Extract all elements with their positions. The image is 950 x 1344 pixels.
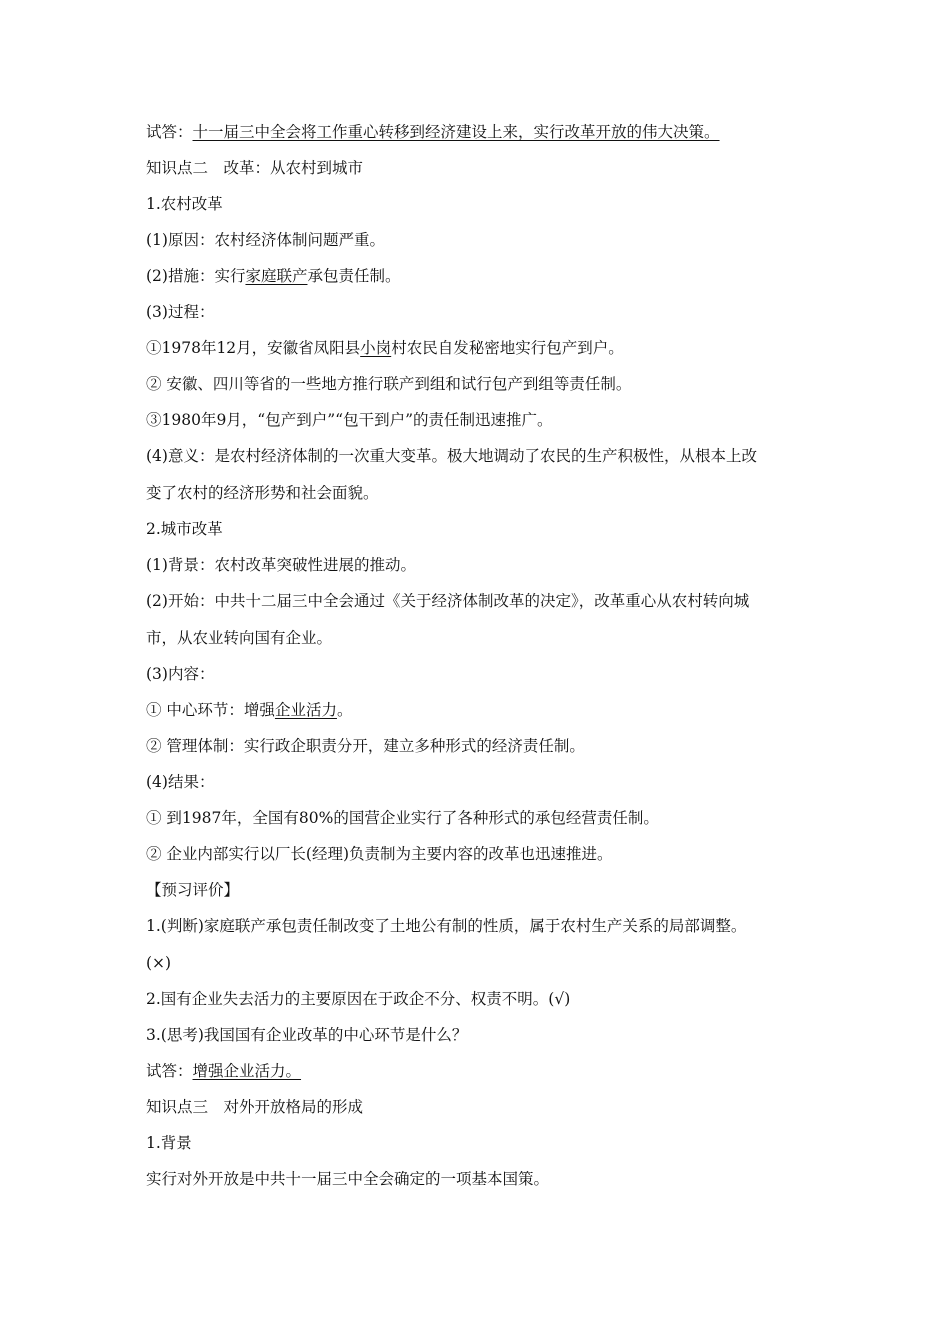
answer-underlined: 十一届三中全会将工作重心转移到经济建设上来，实行改革开放的伟大决策。 [192, 123, 720, 141]
answer-underlined: 增强企业活力。 [192, 1062, 302, 1080]
text-line: (3)内容： [146, 665, 215, 683]
subheading: 1.背景 [146, 1134, 192, 1152]
text-line: ② 安徽、四川等省的一些地方推行联产到组和试行包产到组等责任制。 [146, 375, 632, 393]
text-line: 变了农村的经济形势和社会面貌。 [146, 484, 379, 502]
text-line: ② 企业内部实行以厂长(经理)负责制为主要内容的改革也迅速推进。 [146, 845, 613, 863]
text-line: ② 管理体制：实行政企职责分开，建立多种形式的经济责任制。 [146, 737, 585, 755]
text-line: 实行对外开放是中共十一届三中全会确定的一项基本国策。 [146, 1170, 550, 1188]
question-line: 2.国有企业失去活力的主要原因在于政企不分、权责不明。(√) [146, 990, 571, 1008]
text-line: (4)意义：是农村经济体制的一次重大变革。极大地调动了农民的生产积极性，从根本上改 [146, 447, 757, 465]
text-line: ① 到1987年，全国有80%的国营企业实行了各种形式的承包经营责任制。 [146, 809, 659, 827]
question-line: 3.(思考)我国国有企业改革的中心环节是什么？ [146, 1026, 468, 1044]
underlined-term: 小岗 [360, 339, 392, 357]
section-heading: 知识点三 对外开放格局的形成 [146, 1098, 364, 1116]
text-line: (4)结果： [146, 773, 215, 791]
text-line: (2)开始：中共十二届三中全会通过《关于经济体制改革的决定》，改革重心从农村转向城 [146, 592, 750, 610]
document-page [146, 122, 826, 1205]
answer-mark: (×) [146, 954, 172, 972]
underlined-term: 企业活力 [274, 701, 337, 719]
subheading: 1.农村改革 [146, 195, 223, 213]
section-heading: 【预习评价】 [146, 881, 240, 899]
text-line: (1)原因：农村经济体制问题严重。 [146, 231, 385, 249]
section-heading: 知识点二 改革：从农村到城市 [146, 159, 364, 177]
question-line: 1.(判断)家庭联产承包责任制改变了土地公有制的性质，属于农村生产关系的局部调整。 [146, 917, 747, 935]
answer-line: 试答：增强企业活力。 [146, 1062, 302, 1080]
underlined-term: 家庭联产 [245, 267, 308, 285]
text-line: (1)背景：农村改革突破性进展的推动。 [146, 556, 416, 574]
text-line: ③1980年9月，“包产到户”“包干到户”的责任制迅速推广。 [146, 411, 553, 429]
text-line: (2)措施：实行家庭联产承包责任制。 [146, 267, 401, 285]
subheading: 2.城市改革 [146, 520, 223, 538]
text-line: 市，从农业转向国有企业。 [146, 629, 333, 647]
text-line: (3)过程： [146, 303, 215, 321]
text-line: ①1978年12月，安徽省凤阳县小岗村农民自发秘密地实行包产到户。 [146, 339, 624, 357]
text-line: ① 中心环节：增强企业活力。 [146, 701, 353, 719]
answer-line: 试答：十一届三中全会将工作重心转移到经济建设上来，实行改革开放的伟大决策。 [146, 123, 720, 141]
